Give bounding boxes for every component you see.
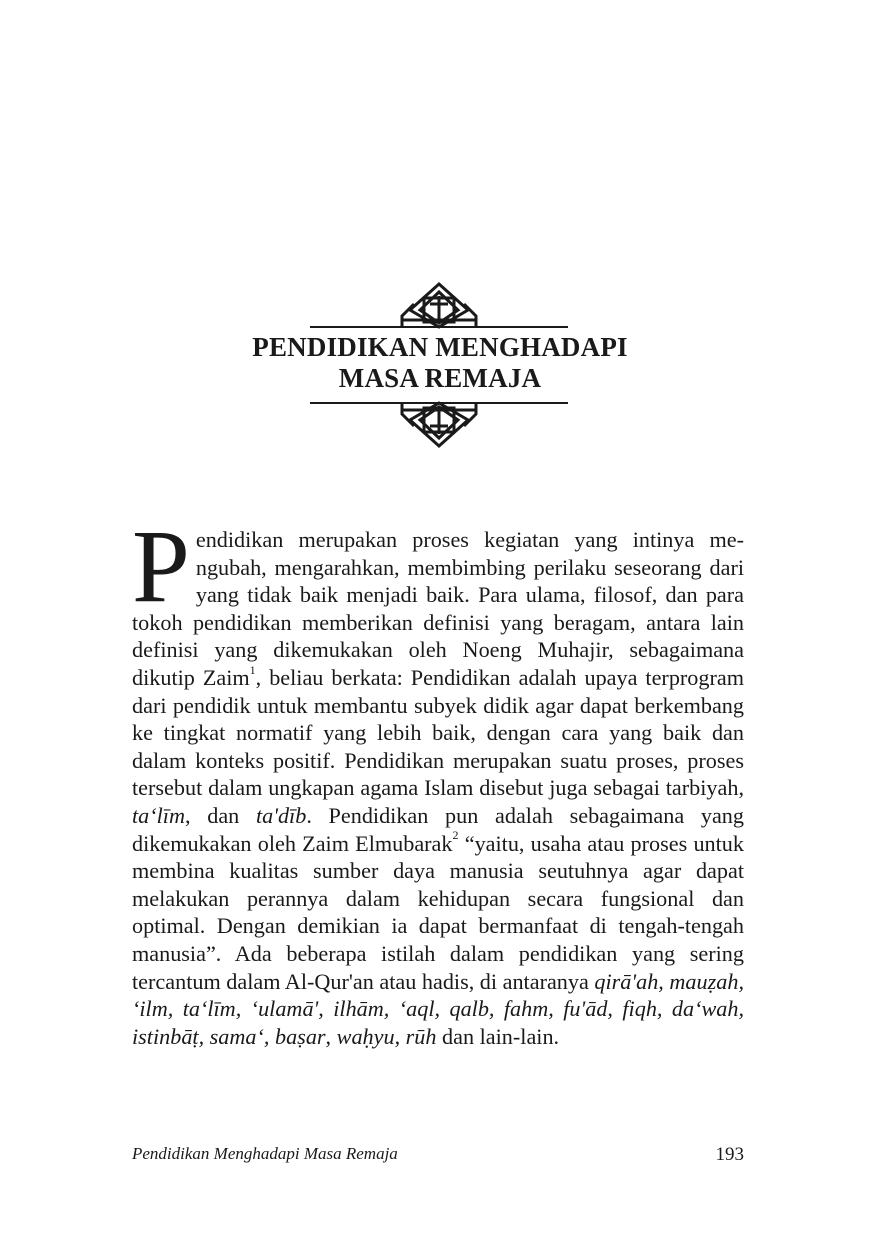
- running-title: Pendidikan Menghadapi Masa Remaja: [132, 1144, 398, 1163]
- footnote-ref-1: 1: [249, 662, 256, 677]
- page-footer: [132, 1144, 744, 1168]
- text-segment: , dan: [185, 802, 256, 828]
- term-wahyu: waḥyu: [336, 1023, 395, 1049]
- text-segment: . Pendidikan pun adalah sebagaimana yang dikemukakan oleh Zaim Elmubarak: [132, 802, 744, 856]
- term-tadib: ta'dīb: [255, 802, 307, 828]
- drop-cap: P: [132, 509, 190, 624]
- chapter-title: [180, 332, 700, 394]
- body-paragraph: [132, 509, 744, 1050]
- text-segment: dan lain-lain.: [436, 1023, 560, 1049]
- text-segment: endidikan merupakan proses kegiatan yang intinya mengubah, mengarahkan, membimbing perilaku seseorang dari yang tidak baik menjadi baik. Para ulama, filosof, dan para tokoh pendidikan memberikan definisi yang beragam, antara lain definisi yang dikemukakan oleh Noeng Muhajir, sebagaimana dikutip Zaim: [132, 527, 744, 690]
- terms-list: qirā'ah, mauẓah, ‘ilm, ta‘līm, ‘ulamā', ilhām, ‘aql, qalb, fahm, fu'ād, fiqh, da‘wah, istinbāṭ, sama‘, baṣar: [132, 968, 744, 1049]
- term-ruh: rūh: [405, 1023, 437, 1049]
- term-talim: ta‘līm: [132, 802, 185, 828]
- text-segment: ,: [325, 1023, 337, 1049]
- footnote-ref-2: 2: [452, 828, 459, 843]
- page-number: 193: [715, 1144, 744, 1165]
- chapter-title-line-2: MASA REMAJA: [338, 363, 542, 393]
- text-segment: ,: [394, 1023, 406, 1049]
- chapter-title-line-1: PENDIDIKAN MENGHADAPI: [252, 332, 628, 362]
- text-segment: “yaitu, usaha atau proses untuk membina kualitas sumber daya manusia seutuhnya agar dapat melakukan perannya dalam kehidupan secara fungsional dan optimal. Dengan demikian ia dapat bermanfaat di tengah-tengah manusia”. Ada beberapa istilah dalam pendidikan yang sering tercantum dalam Al-Qur'an atau hadis, di antaranya: [132, 830, 744, 994]
- text-segment: , beliau berkata: Pendidikan adalah upaya terprogram dari pendidik untuk membantu subyek didik agar dapat berkembang ke tingkat normatif yang lebih baik, dengan cara yang baik dan dalam konteks positif. Pendidikan merupakan suatu proses, proses tersebut dalam ungkapan agama Islam disebut juga sebagai tarbiyah,: [132, 664, 744, 801]
